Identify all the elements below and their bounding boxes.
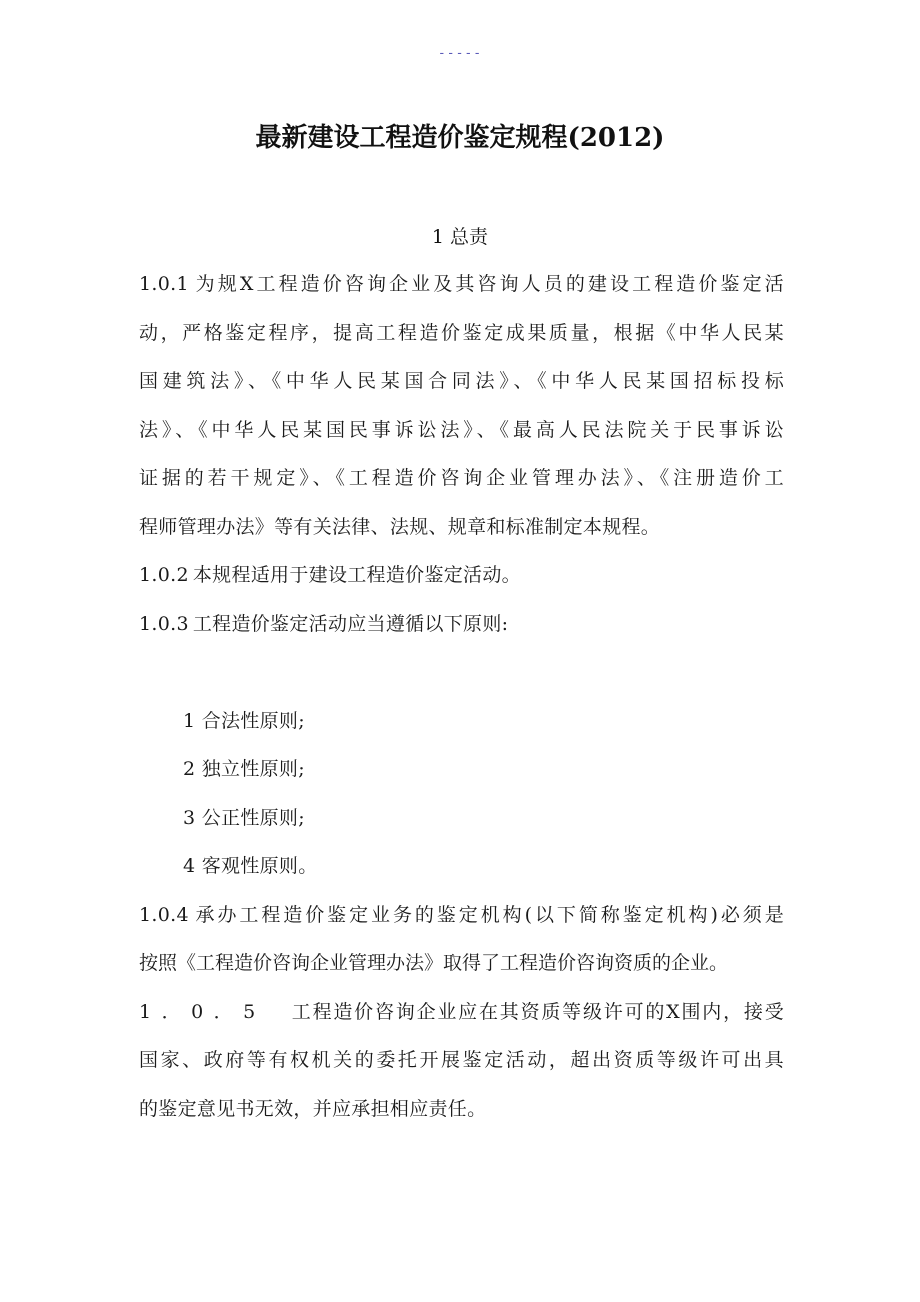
document-body xyxy=(139,260,784,1133)
clause-1-0-1-line-2: 动，严格鉴定程序，提高工程造价鉴定成果质量，根据《中华人民某 xyxy=(139,321,784,344)
clause-1-0-1-line-5: 证据的若干规定》、《工程造价咨询企业管理办法》、《注册造价工 xyxy=(139,467,784,489)
clause-text: 承办工程造价鉴定业务的鉴定机构(以下简称鉴定机构)必须是 xyxy=(192,903,784,926)
clause-1-0-4-line-2: 按照《工程造价咨询企业管理办法》取得了工程造价咨询资质的企业。 xyxy=(139,952,729,974)
clause-1-0-1-line-4: 法》、《中华人民某国民事诉讼法》、《最高人民法院关于民事诉讼 xyxy=(139,418,784,441)
clause-1-0-2 xyxy=(139,551,784,600)
clause-1-0-1-line-1 xyxy=(139,260,784,309)
document-title: 最新建设工程造价鉴定规程(2012) xyxy=(255,123,665,153)
clause-1-0-3 xyxy=(139,600,784,649)
clause-number: 1.0.2 xyxy=(139,564,189,586)
clause-text: 工程造价鉴定活动应当遵循以下原则: xyxy=(192,612,509,635)
clause-text: 为规X工程造价咨询企业及其咨询人员的建设工程造价鉴定活 xyxy=(192,273,784,295)
clause-1-0-5-line-2: 国家、政府等有权机关的委托开展鉴定活动，超出资质等级许可出具 xyxy=(139,1049,784,1071)
clause-1-0-5-line-3: 的鉴定意见书无效，并应承担相应责任。 xyxy=(139,1097,487,1120)
principle-item: 4 客观性原则。 xyxy=(183,855,318,877)
clause-number: 1.0.3 xyxy=(139,612,189,635)
clause-text: 工程造价咨询企业应在其资质等级许可的X围内，接受 xyxy=(290,1000,784,1023)
section-heading: 1 总责 xyxy=(431,226,489,248)
clause-1-0-1-line-6: 程师管理办法》等有关法律、法规、规章和标准制定本规程。 xyxy=(139,515,661,538)
clause-1-0-5-line-1 xyxy=(139,988,784,1037)
clause-1-0-4-line-1 xyxy=(139,891,784,940)
page-header-mark: ----- xyxy=(437,46,483,61)
principle-item: 2 独立性原则; xyxy=(183,758,305,780)
spacer xyxy=(139,648,784,697)
clause-number: 1．0．5 xyxy=(139,1000,265,1023)
clause-number: 1.0.4 xyxy=(139,903,189,926)
clause-number: 1.0.1 xyxy=(139,273,189,295)
clause-1-0-1-line-3: 国建筑法》、《中华人民某国合同法》、《中华人民某国招标投标 xyxy=(139,370,784,392)
principle-item: 3 公正性原则; xyxy=(183,806,305,829)
principle-item: 1 合法性原则; xyxy=(183,709,305,732)
clause-text: 本规程适用于建设工程造价鉴定活动。 xyxy=(192,564,521,586)
